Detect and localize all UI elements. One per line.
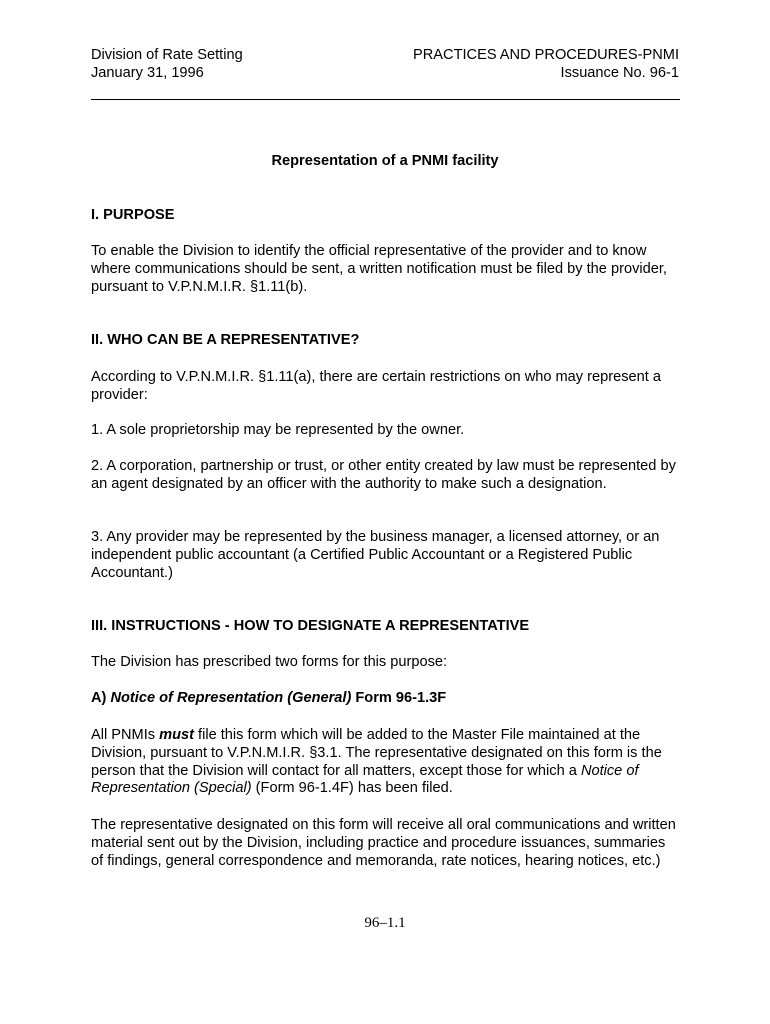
list-item-1: 1. A sole proprietorship may be represented by the owner. <box>91 422 465 438</box>
representative-communications-paragraph: The representative designated on this form will receive all oral communications and written material sent out by the Division, including practice and procedure issuances, summaries of findings, general correspondence and memoranda, rate notices, hearing notices, etc.) <box>91 817 676 869</box>
section-heading-instructions: III. INSTRUCTIONS - HOW TO DESIGNATE A REPRESENTATIVE <box>91 618 530 634</box>
p1-special-notice-name: Notice of Representation (Special) <box>91 762 639 797</box>
header-left <box>91 46 243 82</box>
header-right <box>413 46 679 82</box>
subheading-form-name: Notice of Representation (General) <box>110 690 352 706</box>
section-heading-purpose: I. PURPOSE <box>91 207 175 223</box>
p1-text-b: file this form which will be added to the Master File maintained at the Division, pursuant to V.P.N.M.I.R. §3.1. The representative designated on this form is the person that the Division will contact for all matters, except those for which a <box>91 727 662 779</box>
page-number: 96–1.1 <box>364 915 406 931</box>
subheading-prefix: A) <box>91 690 111 706</box>
p1-text-a: All PNMIs <box>91 727 160 743</box>
instructions-intro-paragraph: The Division has prescribed two forms for this purpose: <box>91 654 448 670</box>
section-heading-who: II. WHO CAN BE A REPRESENTATIVE? <box>91 332 360 348</box>
p1-text-c: (Form 96-1.4F) has been filed. <box>251 780 453 797</box>
document-title: Representation of a PNMI facility <box>271 153 499 169</box>
series-title: PRACTICES AND PROCEDURES-PNMI <box>413 47 679 63</box>
form-general-paragraph <box>91 727 681 798</box>
issuance-number: Issuance No. 96-1 <box>560 65 679 81</box>
division-name: Division of Rate Setting <box>91 47 243 63</box>
list-item-2: 2. A corporation, partnership or trust, or other entity created by law must be represented by an agent designated by an officer with the authority to make such a designation. <box>91 458 676 492</box>
header-divider <box>91 99 680 100</box>
purpose-paragraph: To enable the Division to identify the official representative of the provider and to know where communications should be sent, a written notification must be filed by the provider, pursuant to V.P.N.M.I.R. §1.11(b). <box>91 243 667 295</box>
form-subheading <box>91 690 446 708</box>
who-intro-paragraph: According to V.P.N.M.I.R. §1.11(a), there are certain restrictions on who may represent a provider: <box>91 369 661 403</box>
issue-date: January 31, 1996 <box>91 65 204 81</box>
p1-must-emphasis: must <box>159 727 194 743</box>
list-item-3: 3. Any provider may be represented by the business manager, a licensed attorney, or an independent public accountant (a Certified Public Accountant or a Registered Public Accountant.) <box>91 529 660 581</box>
subheading-form-number: Form 96-1.3F <box>351 690 447 706</box>
